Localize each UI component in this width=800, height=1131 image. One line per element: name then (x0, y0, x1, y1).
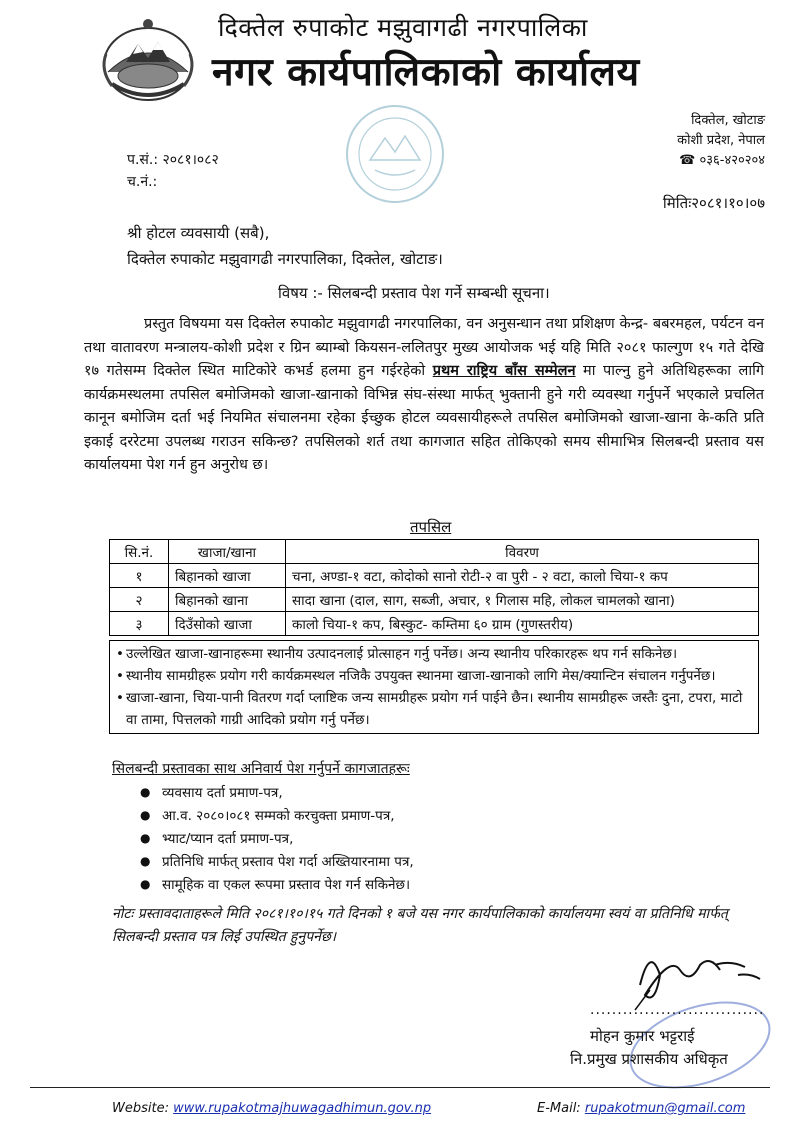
table-row (110, 564, 759, 588)
organization-name: दिक्तेल रुपाकोट मझुवागढी नगरपालिका (218, 13, 588, 42)
meal-cell: बिहानको खाजा (169, 564, 286, 588)
dispatch-number: च.नं.: (127, 174, 158, 190)
signatory-designation: नि.प्रमुख प्रशासकीय अधिकृत (570, 1050, 728, 1068)
submission-note: नोटः प्रस्तावदाताहरूले मिति २०८१।१०।१५ गते दिनको १ बजे यस नगर कार्यपालिकाको कार्यालयमा स्वयं वा प्रतिनिधि मार्फत् सिलबन्दी प्रस्ताव पत्र लिई उपस्थित हुनुपर्नेछ। (112, 906, 728, 945)
address-district: दिक्तेल, खोटाङ (691, 113, 765, 128)
documents-list (140, 780, 740, 895)
footer-divider (30, 1087, 770, 1088)
letter-date: मितिः२०८१।१०।०७ (662, 194, 765, 212)
bullet-icon: ● (140, 830, 151, 845)
bullet-icon: • (116, 646, 124, 662)
phone-value: ०३६-४२०२०४ (699, 153, 765, 168)
subject-line: विषय :- सिलबन्दी प्रस्ताव पेश गर्ने सम्बन्धी सूचना। (278, 284, 550, 302)
description-cell: कालो चिया-१ कप, बिस्कुट- कम्तिमा ६० ग्राम (गुणस्तरीय) (286, 612, 759, 636)
meal-cell: बिहानको खाना (169, 588, 286, 612)
tapasil-heading: तपसिल (410, 518, 452, 536)
serial-cell: ३ (110, 612, 169, 636)
list-item: ● आ.व. २०८०।०८१ सम्मको करचुक्ता प्रमाण-पत्र, (140, 807, 395, 824)
recipient-line-1: श्री होटल व्यवसायी (सबै), (127, 224, 270, 242)
office-title: नगर कार्यपालिकाको कार्यालय (212, 50, 640, 95)
website-label: Website: (112, 1101, 169, 1116)
column-header: विवरण (286, 540, 759, 564)
body-text-part-1: प्रस्तुत विषयमा यस दिक्तेल रुपाकोट मझुवागढी नगरपालिका, वन अनुसन्धान तथा प्रशिक्षण केन्द्र- बबरमहल, पर्यटन वन तथा वातावरण मन्त्रालय-कोशी प्रदेश र ग्रिन ब्याम्बो कियसन-ललितपुर मुख्य आयोजक भई यहि मिति २०८१ फाल्गुण १५ गते देखि १७ गतेसम्म दिक्तेल स्थित माटिकोरे कभर्ड हलमा हुन गईरहेको (84, 316, 764, 379)
footer-website (112, 1101, 431, 1116)
bullet-icon: ● (140, 853, 151, 868)
list-item: ● व्यवसाय दर्ता प्रमाण-पत्र, (140, 784, 283, 801)
phone-icon: ☎ (679, 153, 700, 168)
table-row (110, 588, 759, 612)
conditions-box (109, 640, 759, 734)
nepal-emblem-logo (98, 14, 198, 106)
website-link[interactable]: www.rupakotmajhuwagadhimun.gov.np (173, 1101, 432, 1116)
office-stamp-watermark (340, 100, 450, 208)
table-header-row (110, 540, 759, 564)
description-cell: सादा खाना (दाल, साग, सब्जी, अचार, १ गिलास महि, लोकल चामलको खाना) (286, 588, 759, 612)
body-text-part-2: मा पाल्नु हुने अतिथिहरूका लागि कार्यक्रमस्थलमा तपसिल बमोजिमको खाजा-खानाको विभिन्न संघ-संस्था मार्फत् भुक्तानी हुने गरी व्यवस्था गर्नुपर्ने भएकाले प्रचलित कानून बमोजिम दर्ता भई नियमित संचालनमा रहेका ईच्छुक होटल व्यवसायीहरूले तपसिल बमोजिमको खाजा-खाना के-कति प्रति इकाई दररेटमा उपलब्ध गराउन सकिन्छ? तपसिलको शर्त तथा कागजात सहित तोकिएको समय सीमाभित्र सिलबन्दी प्रस्ताव यस कार्यालयमा पेश गर्न हुन अनुरोध छ। (84, 363, 764, 473)
meal-table (109, 539, 759, 636)
serial-cell: २ (110, 588, 169, 612)
condition-item: • स्थानीय सामग्रीहरू प्रयोग गरी कार्यक्रमस्थल नजिकै उपयुक्त स्थानमा खाजा-खानाको लागि मेस/क्यान्टिन संचालन गर्नुपर्नेछ। (116, 665, 752, 687)
conference-name: प्रथम राष्ट्रिय बाँस सम्मेलन (432, 363, 576, 379)
signature-line: ................................ (590, 1002, 765, 1018)
description-cell: चना, अण्डा-१ वटा, कोदोको सानो रोटी-२ वा पुरी - २ वटा, कालो चिया-१ कप (286, 564, 759, 588)
footer-email (537, 1101, 745, 1116)
phone-number (679, 150, 765, 168)
address-province: कोशी प्रदेश, नेपाल (677, 133, 765, 148)
condition-item: • उल्लेखित खाजा-खानाहरूमा स्थानीय उत्पादनलाई प्रोत्साहन गर्नु पर्नेछ। अन्य स्थानीय परिकारहरू थप गर्न सकिनेछ। (116, 643, 752, 665)
bullet-icon: ● (140, 876, 151, 891)
email-link[interactable]: rupakotmun@gmail.com (584, 1101, 746, 1116)
bullet-icon: ● (140, 807, 151, 822)
recipient-line-2: दिक्तेल रुपाकोट मझुवागढी नगरपालिका, दिक्तेल, खोटाङ। (127, 250, 443, 268)
body-paragraph (84, 313, 764, 478)
bullet-icon: ● (140, 784, 151, 799)
column-header: खाजा/खाना (169, 540, 286, 564)
documents-heading: सिलबन्दी प्रस्तावका साथ अनिवार्य पेश गर्नुपर्ने कागजातहरूः (112, 761, 410, 777)
signatory-name: मोहन कुमार भट्टराई (590, 1027, 695, 1045)
list-item: ● भ्याट/प्यान दर्ता प्रमाण-पत्र, (140, 830, 294, 847)
bullet-icon: • (116, 690, 124, 706)
meal-cell: दिउँसोको खाजा (169, 612, 286, 636)
bullet-icon: • (116, 668, 124, 684)
condition-item: • खाजा-खाना, चिया-पानी वितरण गर्दा प्लाष्टिक जन्य सामग्रीहरू प्रयोग गर्न पाईने छैन। स्थानीय सामग्रीहरू जस्तैः दुना, टपरा, माटो वा तामा, पित्तलको गाग्री आदिको प्रयोग गर्नु पर्नेछ। (116, 687, 752, 731)
serial-cell: १ (110, 564, 169, 588)
reference-number: प.सं.: २०८१।०८२ (127, 152, 219, 168)
email-label: E-Mail: (537, 1101, 581, 1116)
table-row (110, 612, 759, 636)
list-item: ● प्रतिनिधि मार्फत् प्रस्ताव पेश गर्दा अख्तियारनामा पत्र, (140, 853, 414, 870)
column-header: सि.नं. (110, 540, 169, 564)
list-item: ● सामूहिक वा एकल रूपमा प्रस्ताव पेश गर्न सकिनेछ। (140, 876, 411, 893)
